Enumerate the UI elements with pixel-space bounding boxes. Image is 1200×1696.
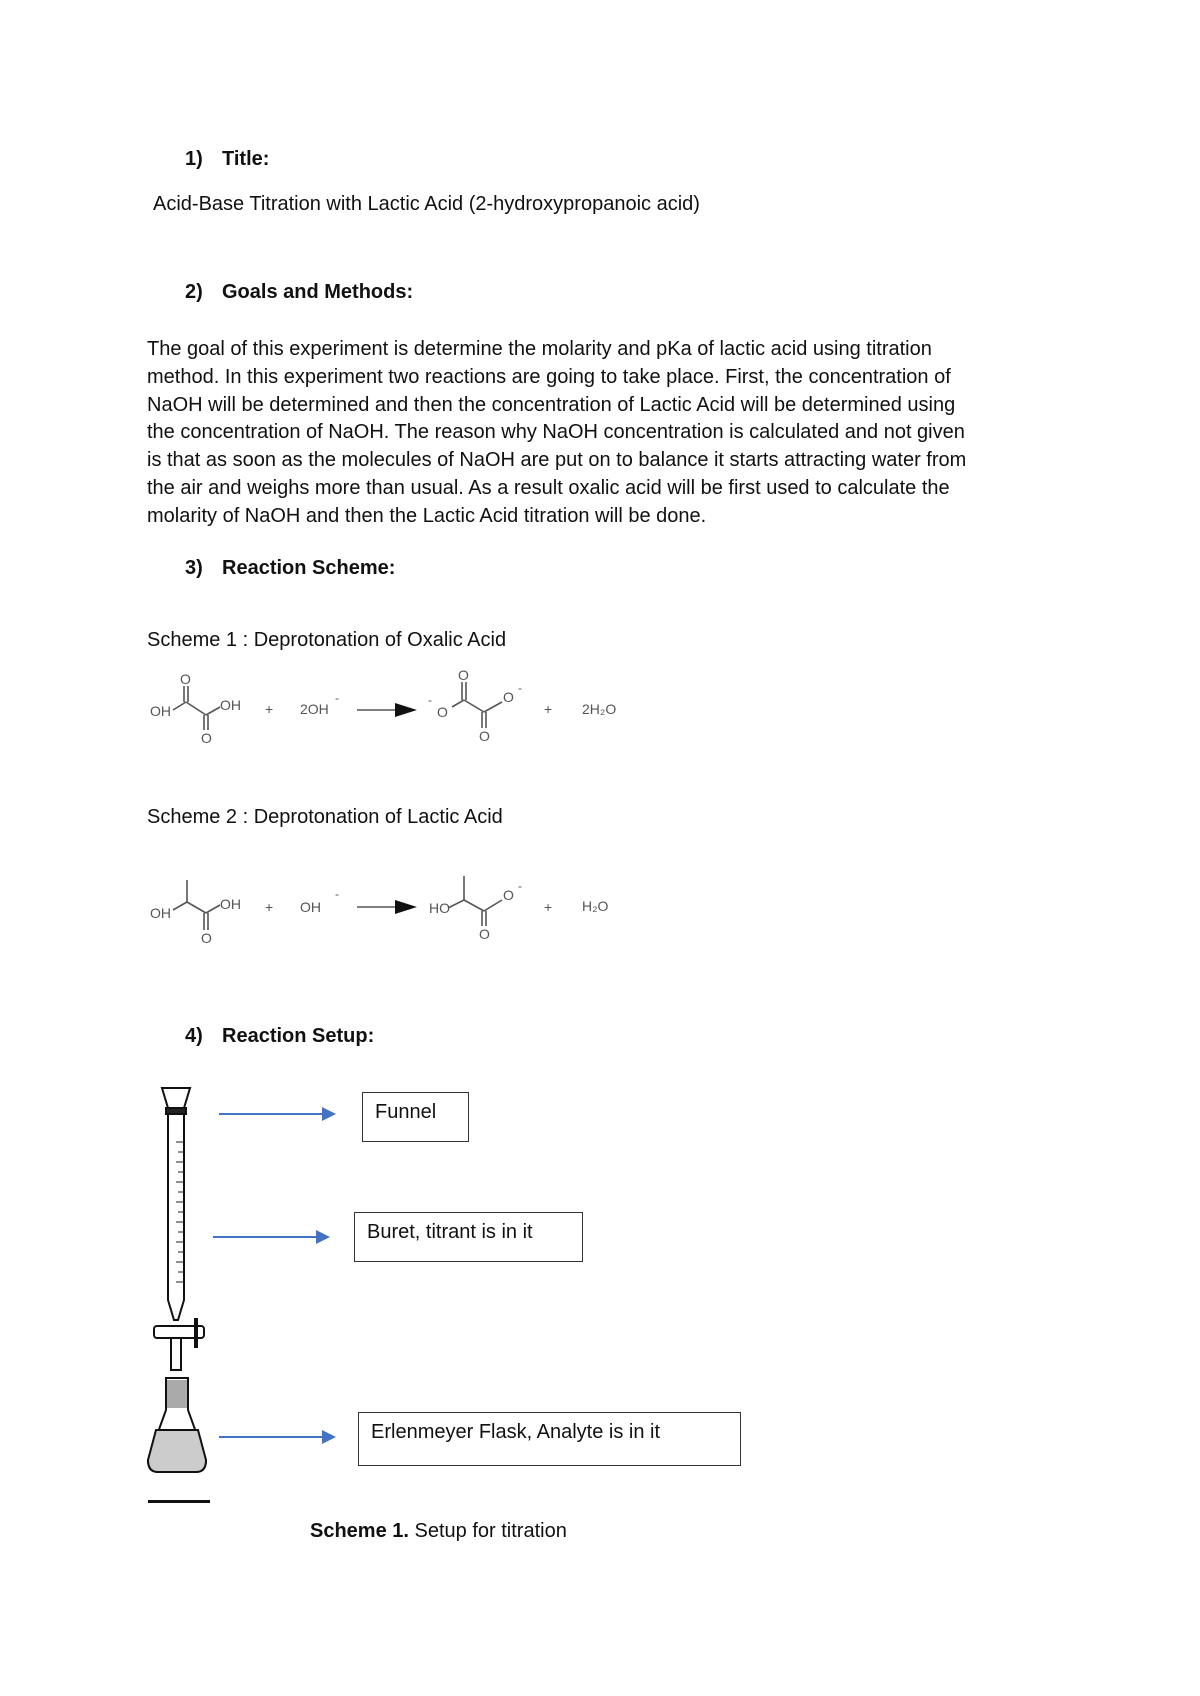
atom-label: O [180,671,191,687]
atom-label: O [479,728,490,744]
atom-label: O [479,926,490,942]
buret-label-box [354,1212,583,1262]
flask-label: Erlenmeyer Flask, Analyte is in it [371,1421,660,1443]
figure-caption [310,1520,567,1543]
plus-sign: + [265,701,274,717]
product-label: 2H₂O [582,701,617,717]
funnel-label: Funnel [375,1101,437,1123]
atom-label: O [201,930,212,946]
atom-label: O [458,667,469,683]
section-2-heading [185,281,413,304]
arrow-right-icon [322,1430,336,1444]
section-number: 4) [185,1025,203,1047]
scheme-2-reaction [140,860,660,970]
paragraph-line: molarity of NaOH and then the Lactic Acid titration will be done. [147,504,707,527]
atom-label: O [437,704,448,720]
funnel-icon [162,1088,190,1108]
reaction-arrow-icon [395,900,417,914]
paragraph-line: is that as soon as the molecules of NaOH are put on to balance it starts attracting water from [147,449,967,472]
flask-label-box [358,1412,741,1466]
atom-label: O [503,689,514,705]
paragraph-line: The goal of this experiment is determine the molarity and pKa of lactic acid using titration [147,338,932,360]
paragraph-line: the concentration of NaOH. The reason why NaOH concentration is calculated and not given [147,421,965,444]
section-4-heading [185,1025,374,1048]
paragraph-line: NaOH will be determined and then the concentration of Lactic Acid will be determined using [147,393,956,416]
atom-label: OH [150,905,171,921]
charge-label: - [335,887,339,901]
atom-label: OH [220,896,241,912]
section-heading: Goals and Methods: [222,281,414,303]
charge-label: - [518,879,522,893]
scheme-1-label: Scheme 1 : Deprotonation of Oxalic Acid [147,629,507,651]
buret-icon [168,1114,184,1320]
scheme-1-reaction [140,660,660,780]
atom-label: O [503,887,514,903]
paragraph-line: method. In this experiment two reactions are going to take place. First, the concentration of [147,365,951,388]
scheme-2-label: Scheme 2 : Deprotonation of Lactic Acid [147,806,503,828]
plus-sign: + [265,899,274,915]
section-1-heading [185,148,269,171]
section-number: 1) [185,148,203,170]
plus-sign: + [544,701,553,717]
charge-label: - [428,693,432,707]
document-title: Acid-Base Titration with Lactic Acid (2-hydroxypropanoic acid) [153,193,700,215]
atom-label: OH [150,703,171,719]
atom-label: OH [220,697,241,713]
caption-label: Scheme 1. [310,1520,409,1542]
section-heading: Reaction Scheme: [222,557,396,579]
atom-label: HO [429,900,450,916]
buret-label: Buret, titrant is in it [367,1221,533,1243]
reagent-label: 2OH [300,701,329,717]
plus-sign: + [544,899,553,915]
arrow-right-icon [322,1107,336,1121]
goals-paragraph [147,336,966,531]
product-label: H₂O [582,898,609,914]
caption-text: Setup for titration [408,1520,567,1542]
section-heading: Reaction Setup: [222,1025,375,1047]
label-arrows [200,1095,360,1455]
funnel-label-box [362,1092,469,1142]
section-heading: Title: [222,148,270,170]
charge-label: - [518,681,522,695]
atom-label: O [201,730,212,746]
section-number: 3) [185,557,203,579]
reagent-label: OH [300,899,321,915]
charge-label: - [335,691,339,705]
arrow-right-icon [316,1230,330,1244]
reaction-arrow-icon [395,703,417,717]
section-number: 2) [185,281,203,303]
paragraph-line: the air and weighs more than usual. As a result oxalic acid will be first used to calculate the [147,476,950,499]
section-3-heading [185,557,395,580]
